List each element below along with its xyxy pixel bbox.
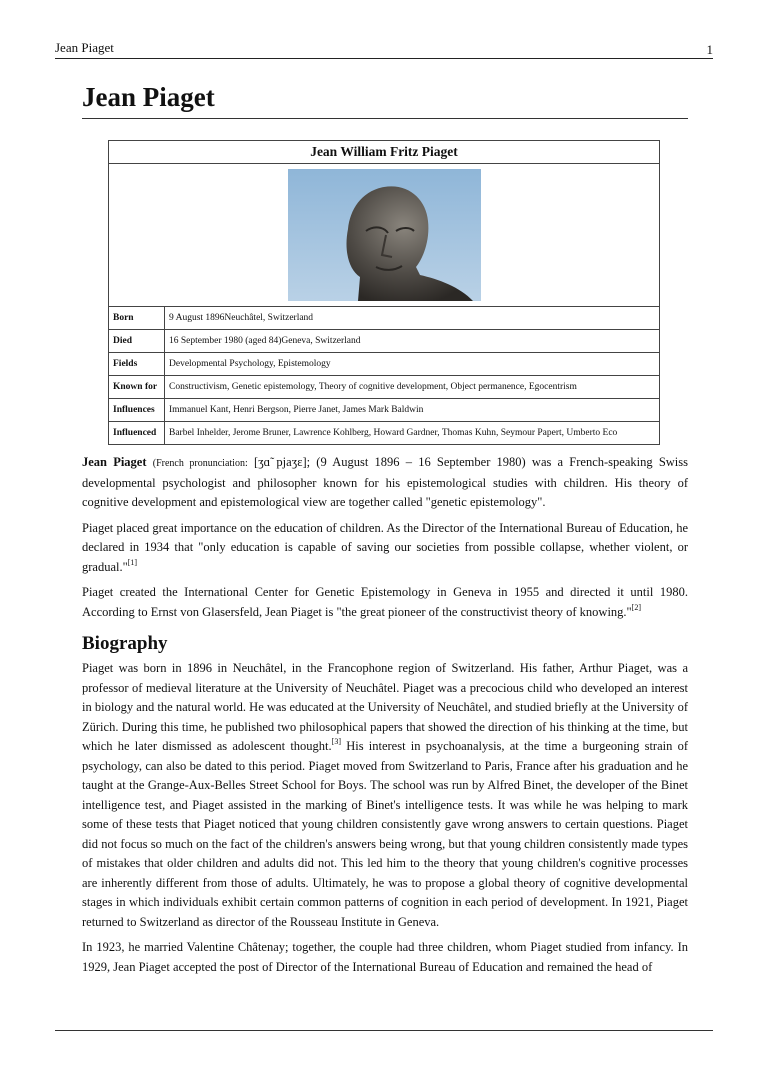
section-heading-biography: Biography (82, 633, 168, 654)
paragraph (82, 938, 688, 977)
reference-link[interactable]: [2] (631, 602, 641, 612)
header-title: Jean Piaget (55, 40, 114, 55)
infobox-row-influences (109, 399, 660, 422)
infobox-label: Influences (109, 399, 165, 422)
infobox-row-fields (109, 353, 660, 376)
paragraph-text: His interest in psychoanalysis, at the time a burgeoning strain of psychology, can also be dated to this period. Piaget moved from Switzerland to Paris, France after his graduation and he taught at the Grange-Aux-Belles Street School for Boys. The school was run by Alfred Binet, the developer of the Binet intelligence test, and Piaget assisted in the marking of Binet's intelligence tests. It was while he was helping to mark some of these tests that Piaget noticed that young children consistently gave wrong answers to certain questions. Piaget did not focus so much on the fact of the children's answers being wrong, but that young children consistently made types of mistakes that older children and adults did not. This led him to the theory that young children's cognitive processes are inherently different from those of adults. Ultimately, he was to propose a global theory of cognitive developmental stages in which individuals exhibit certain common patterns of cognition in each period of development. In 1921, Piaget returned to Switzerland as director of the Rousseau Institute in Geneva. (82, 739, 688, 929)
paragraph (82, 519, 688, 578)
infobox-value: Constructivism, Genetic epistemology, Theory of cognitive development, Object permanence, Egocentrism (165, 376, 660, 399)
pronunciation-ipa: [ʒɑ̃ pjaʒɛ] (253, 455, 307, 469)
infobox-image-cell (109, 164, 660, 307)
lead-name: Jean Piaget (82, 455, 147, 469)
paragraph-text: Piaget created the International Center for Genetic Epistemology in Geneva in 1955 and directed it until 1980. According to Ernst von Glasersfeld, Jean Piaget is "the great pioneer of the constructivist theory of knowing." (82, 585, 688, 619)
infobox-label: Born (109, 307, 165, 330)
infobox-row-born (109, 307, 660, 330)
intro-paragraph (82, 453, 688, 513)
paragraph (82, 583, 688, 622)
bust-photo (288, 169, 481, 301)
infobox-label: Died (109, 330, 165, 353)
reference-link[interactable]: [1] (127, 557, 138, 567)
infobox-label: Known for (109, 376, 165, 399)
infobox-row-known-for (109, 376, 660, 399)
infobox-label: Fields (109, 353, 165, 376)
infobox-value: 16 September 1980 (aged 84)Geneva, Switzerland (165, 330, 660, 353)
pronunciation-label: (French pronunciation: (152, 458, 248, 469)
infobox-value: Barbel Inhelder, Jerome Bruner, Lawrence Kohlberg, Howard Gardner, Thomas Kuhn, Seymour Papert, Umberto Eco (165, 422, 660, 445)
reference-link[interactable]: [3] (331, 737, 341, 746)
infobox-title: Jean William Fritz Piaget (109, 141, 660, 164)
infobox-row-died (109, 330, 660, 353)
infobox-value: 9 August 1896Neuchâtel, Switzerland (165, 307, 660, 330)
paragraph-text: In 1923, he married Valentine Châtenay; together, the couple had three children, whom Piaget studied from infancy. In 1929, Jean Piaget accepted the post of Director of the International Bureau of Education and remained the head of (82, 940, 688, 974)
infobox-row-influenced (109, 422, 660, 445)
infobox-label: Influenced (109, 422, 165, 445)
paragraph-text: Piaget placed great importance on the education of children. As the Director of the International Bureau of Education, he declared in 1934 that "only education is capable of saving our societies from possible collapse, whether violent, or gradual." (82, 520, 688, 574)
footer-rule (55, 1030, 713, 1031)
article-body (82, 453, 688, 983)
infobox (108, 140, 660, 445)
infobox-value: Developmental Psychology, Epistemology (165, 353, 660, 376)
intro-text: ; (9 August 1896 – 16 September 1980) was a French-speaking Swiss developmental psychologist and philosopher known for his epistemological studies with children. His theory of cognitive development and epistemological view are together called "genetic epistemology". (82, 455, 689, 509)
page-title: Jean Piaget (82, 78, 688, 119)
paragraph-text: Piaget was born in 1896 in Neuchâtel, in the Francophone region of Switzerland. His father, Arthur Piaget, was a professor of medieval literature at the University of Neuchâtel. Piaget was a precocious child who developed an interest in biology and the natural world. He was educated at the University of Neuchâtel, and studied briefly at the University of Zürich. During this time, he published two philosophical papers that showed the direction of his thinking at the time, but which he later dismissed as adolescent thought. (82, 661, 688, 753)
page-number: 1 (706, 42, 713, 57)
paragraph (82, 659, 688, 932)
infobox-value: Immanuel Kant, Henri Bergson, Pierre Janet, James Mark Baldwin (165, 399, 660, 422)
running-header (55, 38, 713, 59)
